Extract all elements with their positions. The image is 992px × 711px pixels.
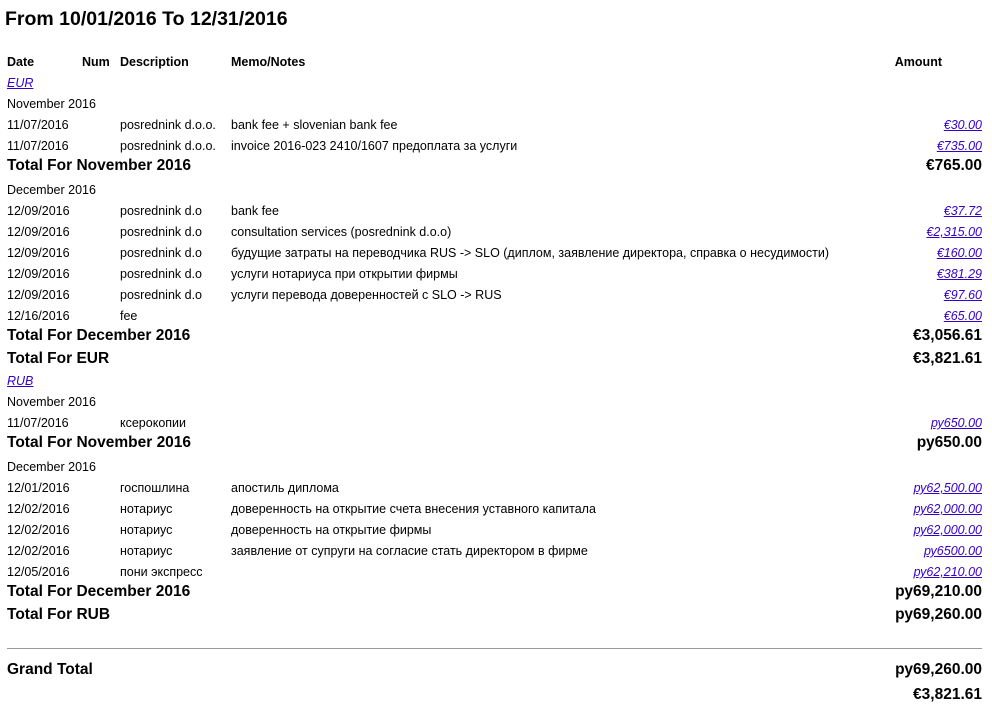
row-amount-link[interactable]: €65.00 (943, 309, 982, 323)
header-date: Date (7, 55, 35, 69)
row-date: 12/09/2016 (7, 225, 70, 239)
grand-total-divider (7, 648, 982, 649)
row-description: posrednink d.o (120, 204, 203, 218)
month-label: November 2016 (7, 395, 96, 409)
row-date: 12/02/2016 (7, 523, 70, 537)
month-total-label: Total For December 2016 (7, 327, 191, 344)
row-date: 11/07/2016 (7, 139, 69, 153)
row-memo: consultation services (posrednink d.o.o) (231, 225, 452, 239)
row-description: пони экспресс (120, 565, 203, 579)
header-amount: Amount (894, 55, 942, 69)
row-amount-link[interactable]: ру650.00 (930, 416, 982, 430)
row-description: posrednink d.o (120, 225, 203, 239)
month-label: December 2016 (7, 460, 96, 474)
report-title: From 10/01/2016 To 12/31/2016 (5, 8, 288, 30)
row-amount-link[interactable]: €2,315.00 (926, 225, 982, 239)
row-description: posrednink d.o (120, 288, 203, 302)
row-description: нотариус (120, 502, 173, 516)
row-description: ксерокопии (120, 416, 187, 430)
header-num: Num (82, 55, 110, 69)
row-date: 12/09/2016 (7, 246, 70, 260)
currency-total-amount: ру69,260.00 (895, 606, 982, 623)
header-description: Description (120, 55, 189, 69)
row-date: 11/07/2016 (7, 118, 69, 132)
currency-link[interactable]: RUB (7, 374, 34, 388)
month-total-amount: ру69,210.00 (895, 583, 982, 600)
row-amount-link[interactable]: €37.72 (943, 204, 982, 218)
header-memo: Memo/Notes (231, 55, 306, 69)
month-label: December 2016 (7, 183, 96, 197)
row-memo: будущие затраты на переводчика RUS -> SLO (диплом, заявление директора, справка о несудимости) (231, 246, 829, 260)
row-description: posrednink d.o.o. (120, 118, 216, 132)
row-description: posrednink d.o (120, 246, 203, 260)
month-total-label: Total For November 2016 (7, 157, 192, 174)
row-memo: услуги нотариуса при открытии фирмы (231, 267, 458, 281)
grand-total-amount: €3,821.61 (913, 686, 982, 703)
row-description: нотариус (120, 523, 173, 537)
month-total-amount: €3,056.61 (913, 327, 982, 344)
row-amount-link[interactable]: ру6500.00 (924, 544, 982, 558)
month-total-amount: €765.00 (925, 157, 982, 174)
currency-total-label: Total For EUR (7, 350, 110, 367)
grand-total-amount: ру69,260.00 (895, 661, 982, 678)
row-date: 12/09/2016 (7, 267, 70, 281)
row-memo: bank fee + slovenian bank fee (231, 118, 398, 132)
row-date: 12/02/2016 (7, 544, 70, 558)
month-label: November 2016 (7, 97, 96, 111)
month-total-label: Total For November 2016 (7, 434, 192, 451)
currency-total-label: Total For RUB (7, 606, 111, 623)
row-amount-link[interactable]: €381.29 (936, 267, 982, 281)
month-total-amount: ру650.00 (916, 434, 982, 451)
row-amount-link[interactable]: €735.00 (936, 139, 982, 153)
row-memo: bank fee (231, 204, 279, 218)
row-date: 12/05/2016 (7, 565, 70, 579)
row-memo: услуги перевода доверенностей с SLO -> RUS (231, 288, 502, 302)
row-amount-link[interactable]: ру62,500.00 (913, 481, 982, 495)
row-memo: доверенность на открытие счета внесения уставного капитала (231, 502, 596, 516)
row-date: 11/07/2016 (7, 416, 69, 430)
row-memo: доверенность на открытие фирмы (231, 523, 432, 537)
row-amount-link[interactable]: ру62,000.00 (913, 523, 982, 537)
row-description: нотариус (120, 544, 173, 558)
row-date: 12/01/2016 (7, 481, 70, 495)
row-amount-link[interactable]: ру62,000.00 (913, 502, 982, 516)
row-date: 12/02/2016 (7, 502, 70, 516)
currency-link[interactable]: EUR (7, 76, 34, 90)
row-amount-link[interactable]: €30.00 (943, 118, 982, 132)
grand-total-label: Grand Total (7, 661, 93, 678)
currency-total-amount: €3,821.61 (913, 350, 982, 367)
row-amount-link[interactable]: ру62,210.00 (913, 565, 982, 579)
row-description: fee (120, 309, 138, 323)
row-memo: invoice 2016-023 2410/1607 предоплата за услуги (231, 139, 518, 153)
row-memo: апостиль диплома (231, 481, 339, 495)
row-amount-link[interactable]: €97.60 (943, 288, 982, 302)
row-description: posrednink d.o (120, 267, 203, 281)
row-date: 12/09/2016 (7, 288, 70, 302)
row-date: 12/09/2016 (7, 204, 70, 218)
row-date: 12/16/2016 (7, 309, 70, 323)
row-memo: заявление от супруги на согласие стать директором в фирме (231, 544, 588, 558)
month-total-label: Total For December 2016 (7, 583, 191, 600)
row-description: posrednink d.o.o. (120, 139, 216, 153)
row-description: госпошлина (120, 481, 190, 495)
row-amount-link[interactable]: €160.00 (936, 246, 982, 260)
